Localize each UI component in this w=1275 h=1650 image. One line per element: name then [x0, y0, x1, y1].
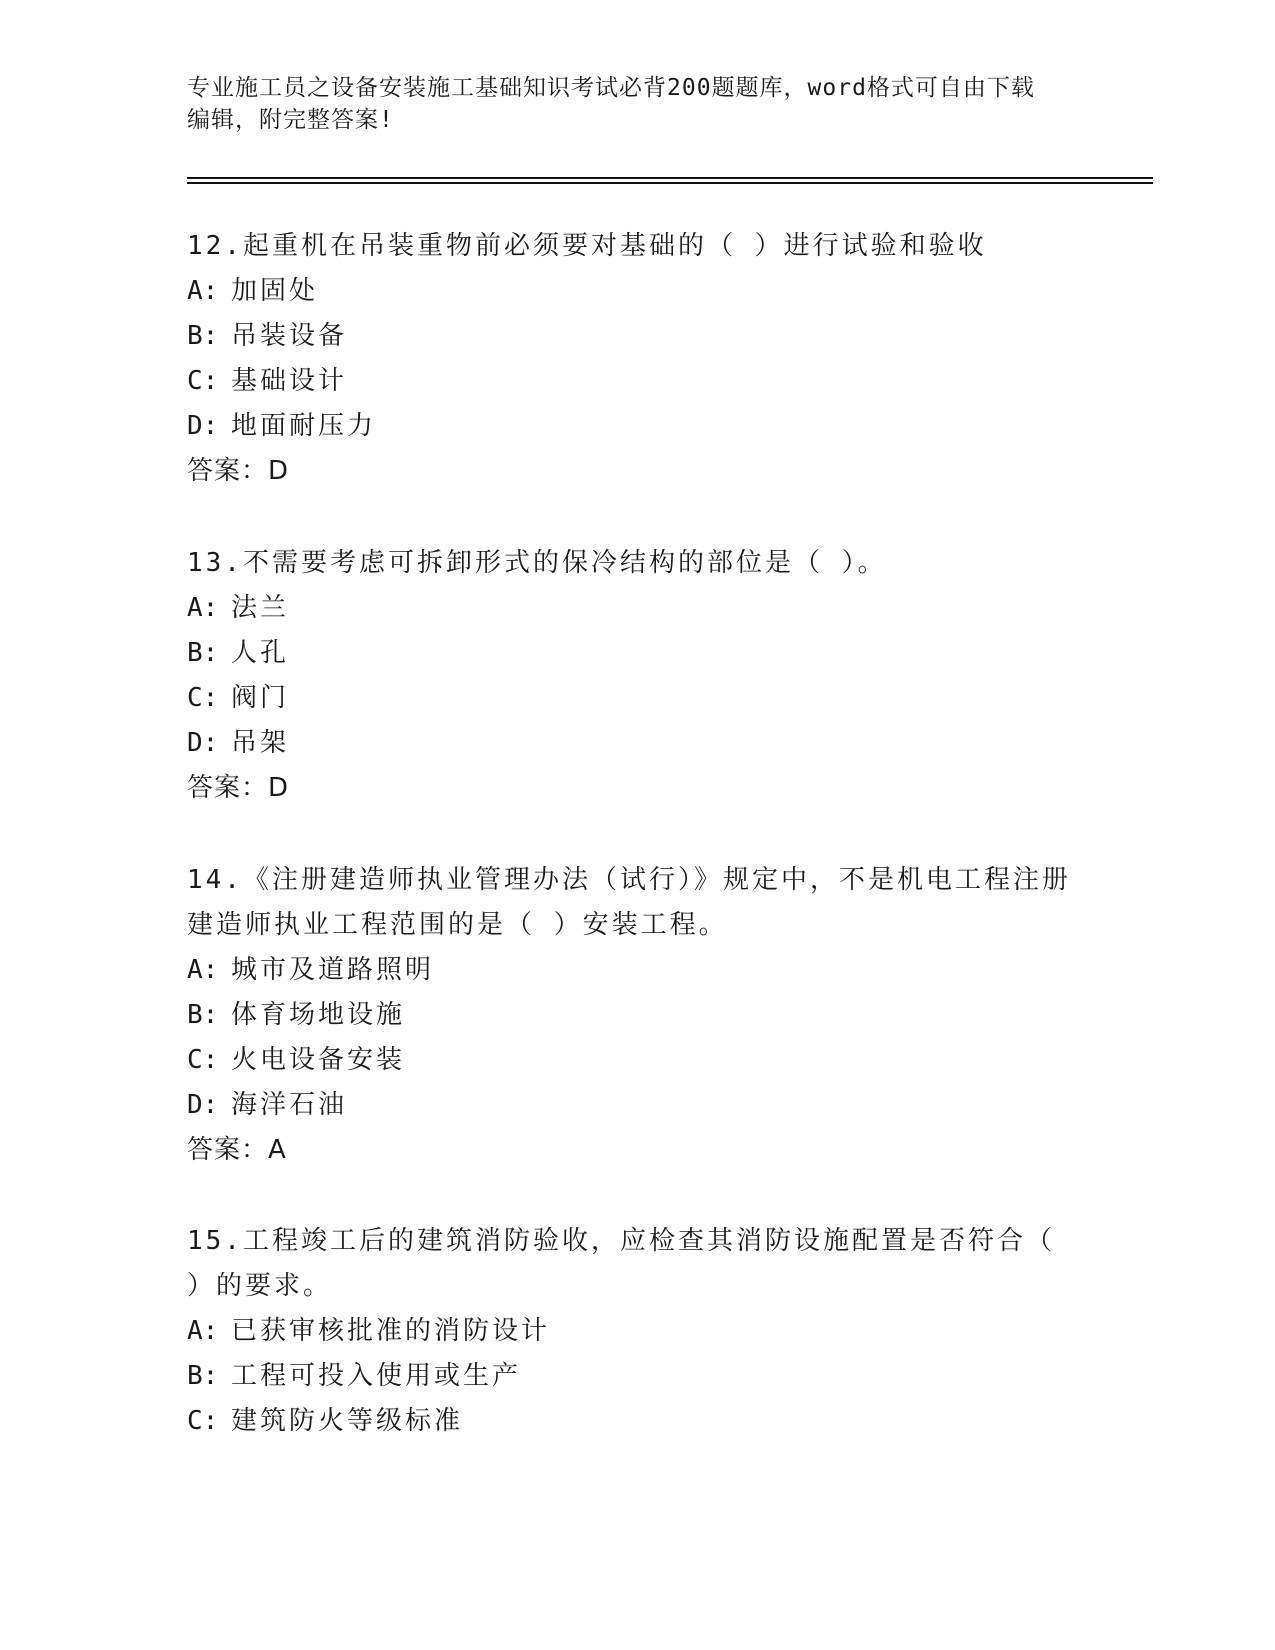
answer-line: 答案：D	[187, 773, 290, 803]
header-divider-bottom	[187, 182, 1153, 184]
option-text: 加固处	[231, 276, 319, 306]
option-text: 法兰	[231, 593, 290, 623]
option-text: 体育场地设施	[231, 1000, 406, 1030]
option-letter: A:	[187, 1316, 219, 1346]
option-text: 人孔	[231, 638, 290, 668]
header-title-line-1: 专业施工员之设备安装施工基础知识考试必背200题题库，word格式可自由下载	[187, 75, 1035, 101]
option-text: 已获审核批准的消防设计	[231, 1316, 551, 1346]
option-c	[187, 359, 1087, 404]
option-b	[187, 314, 1087, 359]
option-letter: D:	[187, 728, 219, 758]
option-text: 阀门	[231, 683, 290, 713]
option-letter: D:	[187, 1090, 219, 1120]
option-letter: C:	[187, 366, 219, 396]
option-letter: A:	[187, 955, 219, 985]
option-b	[187, 993, 1087, 1038]
header-title-line-2: 编辑，附完整答案!	[187, 107, 394, 133]
option-b	[187, 1354, 1087, 1399]
option-d	[187, 404, 1087, 449]
question-stem: 15.工程竣工后的建筑消防验收，应检查其消防设施配置是否符合（	[187, 1226, 1055, 1256]
option-d	[187, 721, 1087, 766]
option-text: 建筑防火等级标准	[231, 1406, 464, 1436]
question-stem: 14.《注册建造师执业管理办法（试行）》规定中，不是机电工程注册	[187, 865, 1071, 895]
option-letter: B:	[187, 1361, 219, 1391]
document-header	[187, 72, 1067, 136]
option-a	[187, 586, 1087, 631]
answer-line: 答案：D	[187, 456, 290, 486]
option-c	[187, 676, 1087, 721]
option-letter: B:	[187, 1000, 219, 1030]
question-stem-continued: 建造师执业工程范围的是（ ）安装工程。	[187, 910, 728, 940]
option-a	[187, 269, 1087, 314]
option-text: 工程可投入使用或生产	[231, 1361, 522, 1391]
option-letter: B:	[187, 321, 219, 351]
option-text: 城市及道路照明	[231, 955, 435, 985]
question-stem: 12.起重机在吊装重物前必须要对基础的（ ）进行试验和验收	[187, 231, 987, 261]
option-text: 吊架	[231, 728, 290, 758]
option-text: 火电设备安装	[231, 1045, 406, 1075]
option-letter: A:	[187, 593, 219, 623]
question-14	[187, 858, 1087, 1173]
option-text: 基础设计	[231, 366, 348, 396]
option-a	[187, 1309, 1087, 1354]
option-letter: C:	[187, 1406, 219, 1436]
question-stem: 13.不需要考虑可拆卸形式的保冷结构的部位是（ ）。	[187, 548, 887, 578]
option-letter: D:	[187, 411, 219, 441]
question-15	[187, 1219, 1087, 1444]
option-text: 海洋石油	[231, 1090, 348, 1120]
question-stem-continued: ）的要求。	[187, 1271, 333, 1301]
option-letter: A:	[187, 276, 219, 306]
option-letter: B:	[187, 638, 219, 668]
question-12	[187, 224, 1087, 494]
header-divider-top	[187, 177, 1153, 179]
option-text: 吊装设备	[231, 321, 348, 351]
option-c	[187, 1038, 1087, 1083]
option-letter: C:	[187, 683, 219, 713]
option-c	[187, 1399, 1087, 1444]
option-b	[187, 631, 1087, 676]
option-a	[187, 948, 1087, 993]
answer-line: 答案：A	[187, 1135, 287, 1165]
option-text: 地面耐压力	[231, 411, 377, 441]
option-d	[187, 1083, 1087, 1128]
question-13	[187, 541, 1087, 811]
option-letter: C:	[187, 1045, 219, 1075]
